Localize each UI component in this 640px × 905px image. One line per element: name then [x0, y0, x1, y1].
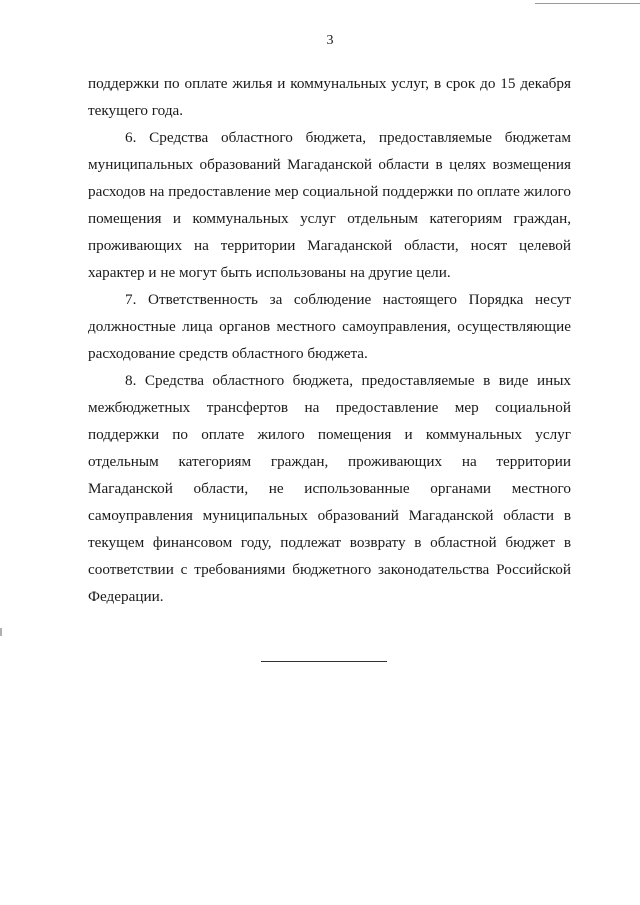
paragraph-continuation: поддержки по оплате жилья и коммунальных услуг, в срок до 15 декабря текущего года.: [88, 75, 571, 119]
paragraph-item-7: 7. Ответственность за соблюдение настоящего Порядка несут должностные лица органов местного самоуправления, осуществляющие расходование средств областного бюджета.: [88, 291, 571, 362]
top-edge-rule: [535, 3, 640, 4]
paragraph-item-8: 8. Средства областного бюджета, предоставляемые в виде иных межбюджетных трансфертов на предоставление мер социальной поддержки по оплате жилого помещения и коммунальных услуг отдельным категориям граждан, проживающих на территории Магаданской области, не использованные органами местного самоуправления муниципальных образований Магаданской области в текущем финансовом году, подлежат возврату в областной бюджет в соответствии с требованиями бюджетного законодательства Российской Федерации.: [88, 372, 571, 605]
document-body: [88, 70, 571, 610]
end-of-text-rule: [261, 661, 387, 662]
scan-margin-mark: [0, 628, 2, 636]
paragraph-item-6: 6. Средства областного бюджета, предоставляемые бюджетам муниципальных образований Магаданской области в целях возмещения расходов на предоставление мер социальной поддержки по оплате жилого помещения и коммунальных услуг отдельным категориям граждан, проживающих на территории Магаданской области, носят целевой характер и не могут быть использованы на другие цели.: [88, 129, 571, 281]
page-number: 3: [326, 33, 334, 48]
